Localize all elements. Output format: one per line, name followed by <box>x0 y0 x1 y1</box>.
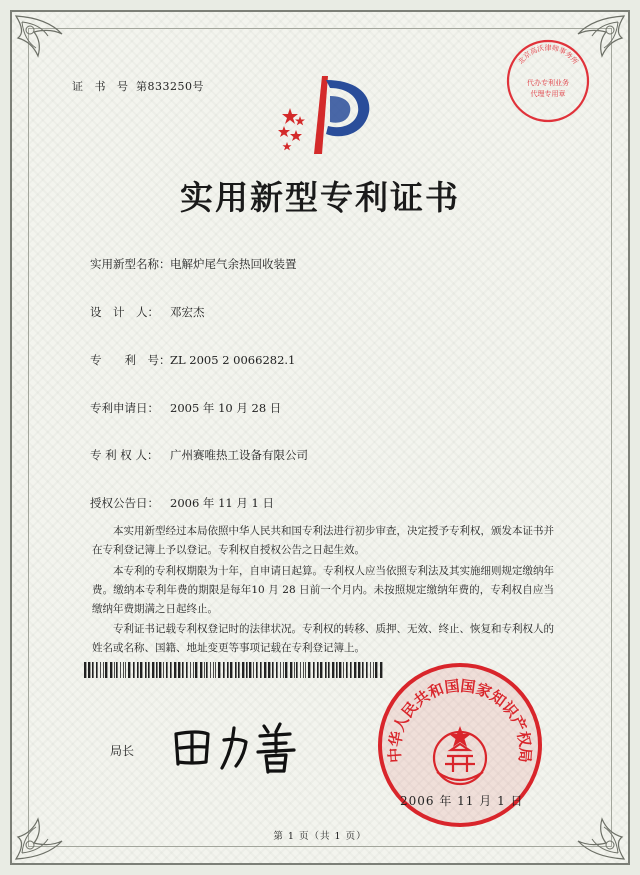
field-utility-model-name <box>90 256 297 272</box>
field-label: 专 利 权 人： <box>90 448 159 462</box>
barcode <box>84 662 384 678</box>
field-application-date <box>90 400 281 416</box>
director-label: 局长 <box>110 744 135 758</box>
field-designer <box>90 304 205 320</box>
field-value: ZL 2005 2 0066282.1 <box>170 353 296 367</box>
certificate-number-value: 第833250号 <box>136 80 204 93</box>
field-label: 实用新型名称： <box>90 257 171 271</box>
field-value: 2005 年 10 月 28 日 <box>170 401 282 415</box>
body-paragraph: 本专利的专利权期限为十年，自申请日起算。专利权人应当依照专利法及其实施细则规定缴纳年费。缴纳本专利年费的期限是每年10 月 28 日前一个月内。未按照规定缴纳年费的，专利权自应当缴纳年费期满之日起终止。 <box>92 565 554 615</box>
certificate-number <box>72 78 204 94</box>
body-paragraph: 专利证书记载专利权登记时的法律状况。专利权的转移、质押、无效、终止、恢复和专利权人的姓名或名称、国籍、地址变更等事项记载在专利登记簿上。 <box>92 623 554 654</box>
field-value: 2006 年 11 月 1 日 <box>170 496 274 510</box>
agency-stamp <box>505 38 591 124</box>
corner-ornament-icon <box>12 12 82 82</box>
svg-text:北京高沃律师事务所: 北京高沃律师事务所 <box>516 43 580 66</box>
body-paragraph: 本实用新型经过本局依照中华人民共和国专利法进行初步审查，决定授予专利权，颁发本证书并在专利登记簿上予以登记。专利权自授权公告之日起生效。 <box>92 525 554 556</box>
field-label: 专 利 号： <box>90 353 171 367</box>
field-patent-number <box>90 352 295 368</box>
field-grant-date <box>90 495 274 511</box>
page-number: 第 1 页（共 1 页） <box>273 831 367 842</box>
director-signature <box>168 716 308 776</box>
svg-text:代办专利业务: 代办专利业务 <box>527 79 569 87</box>
field-label: 授权公告日： <box>90 496 159 510</box>
issue-date: 2006 年 11 月 1 日 <box>400 794 524 808</box>
field-label: 专利申请日： <box>90 401 159 415</box>
certificate-number-label: 证 书 号 <box>72 80 132 93</box>
field-value: 邓宏杰 <box>170 305 205 319</box>
field-patentee <box>90 447 308 463</box>
seal-text: 中华人民共和国国家知识产权局 <box>385 676 535 764</box>
sipo-emblem-icon <box>270 70 380 160</box>
page-title: 实用新型专利证书 <box>180 178 460 217</box>
svg-text:代理专用章: 代理专用章 <box>530 90 566 98</box>
field-value: 电解炉尾气余热回收装置 <box>170 257 297 271</box>
field-value: 广州赛唯热工设备有限公司 <box>170 448 308 462</box>
field-label: 设 计 人： <box>90 305 159 319</box>
